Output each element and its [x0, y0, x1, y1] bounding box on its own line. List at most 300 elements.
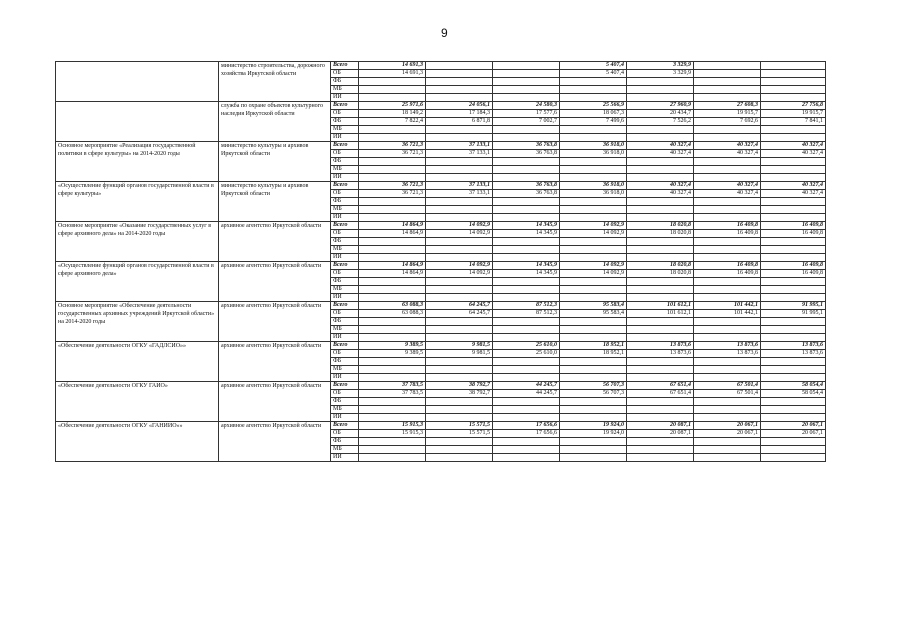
amount-cell	[493, 294, 560, 302]
amount-cell	[493, 78, 560, 86]
amount-cell: 64 245,7	[426, 310, 493, 318]
funding-source-cell: ИИ	[331, 294, 359, 302]
amount-cell	[694, 86, 761, 94]
amount-cell	[426, 254, 493, 262]
amount-cell	[359, 334, 426, 342]
amount-cell: 67 651,4	[627, 390, 694, 398]
amount-cell	[761, 414, 826, 422]
amount-cell	[493, 406, 560, 414]
amount-cell	[493, 374, 560, 382]
amount-cell	[426, 206, 493, 214]
amount-cell: 9 389,5	[359, 350, 426, 358]
amount-cell	[359, 414, 426, 422]
amount-cell	[694, 70, 761, 78]
amount-cell: 17 184,3	[426, 110, 493, 118]
amount-cell	[493, 318, 560, 326]
amount-cell: 63 088,3	[359, 310, 426, 318]
amount-cell: 87 512,3	[493, 310, 560, 318]
amount-cell: 37 133,1	[426, 150, 493, 158]
executor-cell: министерство культуры и архивов Иркутской области	[219, 182, 331, 222]
funding-source-cell: Всего	[331, 262, 359, 270]
amount-cell	[426, 62, 493, 70]
amount-cell: 18 020,8	[627, 230, 694, 238]
amount-cell	[493, 286, 560, 294]
amount-cell: 7 692,6	[694, 118, 761, 126]
amount-cell: 36 918,0	[560, 150, 627, 158]
amount-cell	[493, 198, 560, 206]
amount-cell: 20 067,1	[761, 422, 826, 430]
amount-cell: 15 915,3	[359, 430, 426, 438]
funding-source-cell: ИИ	[331, 334, 359, 342]
table-row	[56, 262, 826, 270]
amount-cell	[627, 254, 694, 262]
amount-cell	[627, 326, 694, 334]
amount-cell: 14 691,3	[359, 70, 426, 78]
amount-cell: 36 763,8	[493, 142, 560, 150]
amount-cell	[359, 358, 426, 366]
amount-cell	[627, 174, 694, 182]
amount-cell	[493, 158, 560, 166]
amount-cell	[359, 254, 426, 262]
amount-cell: 25 610,0	[493, 342, 560, 350]
amount-cell: 36 763,8	[493, 150, 560, 158]
amount-cell	[694, 174, 761, 182]
amount-cell	[560, 438, 627, 446]
amount-cell	[627, 318, 694, 326]
amount-cell: 20 067,1	[694, 422, 761, 430]
amount-cell	[359, 214, 426, 222]
amount-cell: 40 327,4	[761, 142, 826, 150]
amount-cell	[560, 158, 627, 166]
amount-cell	[694, 166, 761, 174]
amount-cell	[627, 166, 694, 174]
amount-cell	[761, 78, 826, 86]
amount-cell: 18 020,8	[627, 262, 694, 270]
amount-cell	[560, 446, 627, 454]
amount-cell	[627, 78, 694, 86]
amount-cell: 27 756,8	[761, 102, 826, 110]
activity-name-cell: Основное мероприятие «Обеспечение деятельности государственных архивных учреждений Иркутской области» на 2014-2020 годы	[56, 302, 219, 342]
amount-cell	[761, 62, 826, 70]
amount-cell	[560, 238, 627, 246]
amount-cell	[627, 206, 694, 214]
funding-source-cell: ОБ	[331, 390, 359, 398]
amount-cell: 16 409,8	[761, 222, 826, 230]
amount-cell	[426, 446, 493, 454]
amount-cell	[493, 326, 560, 334]
funding-source-cell: ИИ	[331, 214, 359, 222]
amount-cell: 14 864,9	[359, 270, 426, 278]
executor-cell: архивное агентство Иркутской области	[219, 342, 331, 382]
amount-cell	[560, 278, 627, 286]
executor-cell: служба по охране объектов культурного наследия Иркутской области	[219, 102, 331, 142]
amount-cell: 56 707,3	[560, 382, 627, 390]
amount-cell: 40 327,4	[761, 150, 826, 158]
amount-cell: 14 092,9	[426, 222, 493, 230]
funding-source-cell: Всего	[331, 382, 359, 390]
funding-source-cell: ИИ	[331, 174, 359, 182]
amount-cell: 101 612,1	[627, 310, 694, 318]
table-row	[56, 342, 826, 350]
amount-cell: 38 792,7	[426, 382, 493, 390]
amount-cell: 37 783,5	[359, 390, 426, 398]
amount-cell	[359, 366, 426, 374]
amount-cell: 19 915,7	[694, 110, 761, 118]
amount-cell	[560, 406, 627, 414]
funding-source-cell: МБ	[331, 366, 359, 374]
funding-source-cell: ФБ	[331, 318, 359, 326]
amount-cell: 40 327,4	[694, 190, 761, 198]
amount-cell	[560, 214, 627, 222]
funding-source-cell: МБ	[331, 286, 359, 294]
amount-cell	[694, 406, 761, 414]
amount-cell: 19 924,0	[560, 430, 627, 438]
amount-cell: 14 345,9	[493, 262, 560, 270]
amount-cell: 16 409,8	[694, 222, 761, 230]
amount-cell	[761, 246, 826, 254]
amount-cell: 9 981,5	[426, 350, 493, 358]
amount-cell	[359, 286, 426, 294]
funding-source-cell: ОБ	[331, 270, 359, 278]
amount-cell	[560, 358, 627, 366]
amount-cell: 3 329,9	[627, 62, 694, 70]
amount-cell	[560, 374, 627, 382]
amount-cell	[560, 134, 627, 142]
amount-cell	[694, 446, 761, 454]
amount-cell: 24 056,1	[426, 102, 493, 110]
amount-cell: 5 407,4	[560, 62, 627, 70]
amount-cell: 36 918,0	[560, 142, 627, 150]
amount-cell	[627, 398, 694, 406]
amount-cell	[761, 158, 826, 166]
amount-cell: 17 656,6	[493, 422, 560, 430]
funding-source-cell: ОБ	[331, 110, 359, 118]
amount-cell	[761, 374, 826, 382]
amount-cell	[359, 318, 426, 326]
amount-cell: 67 501,4	[694, 390, 761, 398]
funding-source-cell: Всего	[331, 222, 359, 230]
amount-cell	[627, 446, 694, 454]
amount-cell: 44 245,7	[493, 382, 560, 390]
amount-cell	[493, 446, 560, 454]
amount-cell: 37 133,1	[426, 190, 493, 198]
amount-cell	[627, 286, 694, 294]
funding-source-cell: ОБ	[331, 430, 359, 438]
amount-cell	[359, 406, 426, 414]
amount-cell	[560, 166, 627, 174]
amount-cell: 64 245,7	[426, 302, 493, 310]
funding-source-cell: ФБ	[331, 158, 359, 166]
amount-cell	[426, 134, 493, 142]
amount-cell: 13 873,6	[627, 342, 694, 350]
amount-cell	[694, 454, 761, 462]
table-row	[56, 422, 826, 430]
funding-source-cell: ФБ	[331, 438, 359, 446]
amount-cell: 14 864,9	[359, 230, 426, 238]
amount-cell: 7 499,6	[560, 118, 627, 126]
amount-cell	[761, 366, 826, 374]
amount-cell	[761, 278, 826, 286]
amount-cell	[426, 358, 493, 366]
amount-cell: 95 583,4	[560, 310, 627, 318]
amount-cell	[694, 358, 761, 366]
amount-cell: 17 656,6	[493, 430, 560, 438]
amount-cell: 14 345,9	[493, 222, 560, 230]
amount-cell	[761, 254, 826, 262]
amount-cell: 36 721,3	[359, 142, 426, 150]
funding-source-cell: Всего	[331, 142, 359, 150]
amount-cell	[359, 86, 426, 94]
amount-cell	[694, 94, 761, 102]
amount-cell: 67 501,4	[694, 382, 761, 390]
executor-cell: архивное агентство Иркутской области	[219, 422, 331, 462]
amount-cell	[493, 254, 560, 262]
funding-source-cell: Всего	[331, 342, 359, 350]
amount-cell: 14 092,9	[560, 262, 627, 270]
amount-cell: 40 327,4	[761, 182, 826, 190]
amount-cell	[359, 398, 426, 406]
amount-cell	[359, 278, 426, 286]
amount-cell	[761, 126, 826, 134]
amount-cell: 14 345,9	[493, 270, 560, 278]
amount-cell	[426, 366, 493, 374]
amount-cell: 20 087,1	[627, 430, 694, 438]
amount-cell: 3 329,9	[627, 70, 694, 78]
table-row	[56, 302, 826, 310]
executor-cell: архивное агентство Иркутской области	[219, 222, 331, 262]
amount-cell: 14 691,3	[359, 62, 426, 70]
funding-source-cell: ФБ	[331, 118, 359, 126]
amount-cell	[493, 358, 560, 366]
amount-cell	[359, 78, 426, 86]
amount-cell	[761, 318, 826, 326]
amount-cell: 20 067,1	[694, 430, 761, 438]
amount-cell: 14 092,9	[426, 270, 493, 278]
amount-cell	[560, 94, 627, 102]
amount-cell	[493, 214, 560, 222]
amount-cell: 19 915,7	[761, 110, 826, 118]
activity-name-cell	[56, 62, 219, 102]
amount-cell	[359, 454, 426, 462]
activity-name-cell: Основное мероприятие «Реализация государственной политики в сфере культуры» на 2014-2020 годы	[56, 142, 219, 182]
amount-cell: 16 409,8	[694, 270, 761, 278]
amount-cell	[426, 334, 493, 342]
amount-cell	[426, 318, 493, 326]
amount-cell: 40 327,4	[694, 150, 761, 158]
amount-cell	[493, 238, 560, 246]
executor-cell: архивное агентство Иркутской области	[219, 382, 331, 422]
amount-cell	[426, 406, 493, 414]
amount-cell: 40 327,4	[627, 150, 694, 158]
amount-cell	[627, 414, 694, 422]
amount-cell	[359, 134, 426, 142]
amount-cell: 15 915,3	[359, 422, 426, 430]
amount-cell	[761, 238, 826, 246]
amount-cell: 101 612,1	[627, 302, 694, 310]
funding-source-cell: ИИ	[331, 374, 359, 382]
amount-cell	[761, 438, 826, 446]
amount-cell	[359, 166, 426, 174]
amount-cell	[694, 398, 761, 406]
amount-cell: 18 020,8	[627, 270, 694, 278]
amount-cell: 37 133,1	[426, 142, 493, 150]
amount-cell	[560, 326, 627, 334]
amount-cell	[694, 158, 761, 166]
amount-cell	[627, 438, 694, 446]
funding-source-cell: ОБ	[331, 350, 359, 358]
amount-cell	[761, 358, 826, 366]
amount-cell	[560, 366, 627, 374]
amount-cell	[627, 294, 694, 302]
amount-cell	[694, 254, 761, 262]
amount-cell	[627, 134, 694, 142]
budget-table	[55, 61, 826, 462]
amount-cell	[627, 366, 694, 374]
table-row	[56, 102, 826, 110]
amount-cell	[694, 366, 761, 374]
amount-cell: 25 566,9	[560, 102, 627, 110]
amount-cell	[359, 198, 426, 206]
amount-cell: 18 067,3	[560, 110, 627, 118]
funding-source-cell: ОБ	[331, 230, 359, 238]
amount-cell	[694, 286, 761, 294]
amount-cell: 14 092,9	[560, 222, 627, 230]
amount-cell	[761, 166, 826, 174]
amount-cell: 7 841,1	[761, 118, 826, 126]
amount-cell	[761, 406, 826, 414]
amount-cell: 7 822,4	[359, 118, 426, 126]
amount-cell	[627, 374, 694, 382]
amount-cell	[560, 286, 627, 294]
amount-cell	[694, 334, 761, 342]
amount-cell: 40 327,4	[627, 182, 694, 190]
amount-cell	[426, 86, 493, 94]
funding-source-cell: ФБ	[331, 78, 359, 86]
amount-cell: 17 577,6	[493, 110, 560, 118]
funding-source-cell: ФБ	[331, 238, 359, 246]
amount-cell: 58 054,4	[761, 382, 826, 390]
amount-cell	[560, 86, 627, 94]
activity-name-cell: «Осуществление функций органов государственной власти в сфере культуры»	[56, 182, 219, 222]
amount-cell	[493, 62, 560, 70]
table-row	[56, 222, 826, 230]
activity-name-cell: «Обеспечение деятельности ОГКУ ГАИО»	[56, 382, 219, 422]
amount-cell	[426, 238, 493, 246]
amount-cell	[694, 126, 761, 134]
amount-cell	[426, 414, 493, 422]
amount-cell	[560, 414, 627, 422]
amount-cell: 9 389,5	[359, 342, 426, 350]
amount-cell	[493, 454, 560, 462]
amount-cell	[694, 326, 761, 334]
amount-cell: 7 002,7	[493, 118, 560, 126]
executor-cell: министерство строительства, дорожного хозяйства Иркутской области	[219, 62, 331, 102]
amount-cell	[761, 214, 826, 222]
amount-cell: 37 783,5	[359, 382, 426, 390]
funding-source-cell: МБ	[331, 446, 359, 454]
amount-cell	[426, 214, 493, 222]
amount-cell	[560, 334, 627, 342]
amount-cell: 101 442,1	[694, 302, 761, 310]
amount-cell	[627, 454, 694, 462]
amount-cell	[761, 398, 826, 406]
amount-cell	[426, 158, 493, 166]
amount-cell: 14 864,9	[359, 222, 426, 230]
amount-cell: 13 873,6	[761, 350, 826, 358]
amount-cell	[426, 278, 493, 286]
amount-cell: 87 512,3	[493, 302, 560, 310]
amount-cell	[694, 438, 761, 446]
amount-cell: 14 864,9	[359, 262, 426, 270]
amount-cell: 13 873,6	[627, 350, 694, 358]
amount-cell	[627, 158, 694, 166]
amount-cell	[694, 78, 761, 86]
amount-cell	[694, 246, 761, 254]
amount-cell	[426, 438, 493, 446]
amount-cell	[627, 198, 694, 206]
amount-cell: 6 871,8	[426, 118, 493, 126]
amount-cell	[761, 206, 826, 214]
amount-cell: 18 952,1	[560, 342, 627, 350]
amount-cell: 38 792,7	[426, 390, 493, 398]
funding-source-cell: ФБ	[331, 278, 359, 286]
amount-cell	[560, 454, 627, 462]
amount-cell: 16 409,8	[761, 230, 826, 238]
funding-source-cell: МБ	[331, 406, 359, 414]
amount-cell	[694, 206, 761, 214]
amount-cell	[426, 286, 493, 294]
amount-cell	[761, 70, 826, 78]
amount-cell: 40 327,4	[694, 142, 761, 150]
funding-source-cell: МБ	[331, 326, 359, 334]
amount-cell	[761, 198, 826, 206]
amount-cell	[761, 326, 826, 334]
amount-cell	[560, 174, 627, 182]
amount-cell	[493, 334, 560, 342]
executor-cell: министерство культуры и архивов Иркутской области	[219, 142, 331, 182]
amount-cell: 63 088,3	[359, 302, 426, 310]
amount-cell	[761, 294, 826, 302]
amount-cell	[560, 198, 627, 206]
amount-cell	[694, 198, 761, 206]
amount-cell	[426, 94, 493, 102]
funding-source-cell: ИИ	[331, 454, 359, 462]
amount-cell: 40 327,4	[761, 190, 826, 198]
executor-cell: архивное агентство Иркутской области	[219, 262, 331, 302]
executor-cell: архивное агентство Иркутской области	[219, 302, 331, 342]
amount-cell	[359, 126, 426, 134]
amount-cell	[426, 166, 493, 174]
activity-name-cell: «Осуществление функций органов государственной власти в сфере архивного дела»	[56, 262, 219, 302]
amount-cell: 16 409,8	[761, 262, 826, 270]
funding-source-cell: МБ	[331, 166, 359, 174]
amount-cell	[493, 166, 560, 174]
amount-cell	[426, 78, 493, 86]
amount-cell	[359, 94, 426, 102]
amount-cell: 14 092,9	[426, 262, 493, 270]
amount-cell	[493, 206, 560, 214]
amount-cell: 36 721,3	[359, 150, 426, 158]
amount-cell	[359, 326, 426, 334]
amount-cell	[694, 414, 761, 422]
amount-cell	[627, 406, 694, 414]
activity-name-cell: «Обеспечение деятельности ОГКУ «ГАДЛСИО»»	[56, 342, 219, 382]
amount-cell	[426, 246, 493, 254]
amount-cell	[359, 238, 426, 246]
amount-cell	[627, 214, 694, 222]
amount-cell: 7 526,2	[627, 118, 694, 126]
amount-cell: 58 054,4	[761, 390, 826, 398]
